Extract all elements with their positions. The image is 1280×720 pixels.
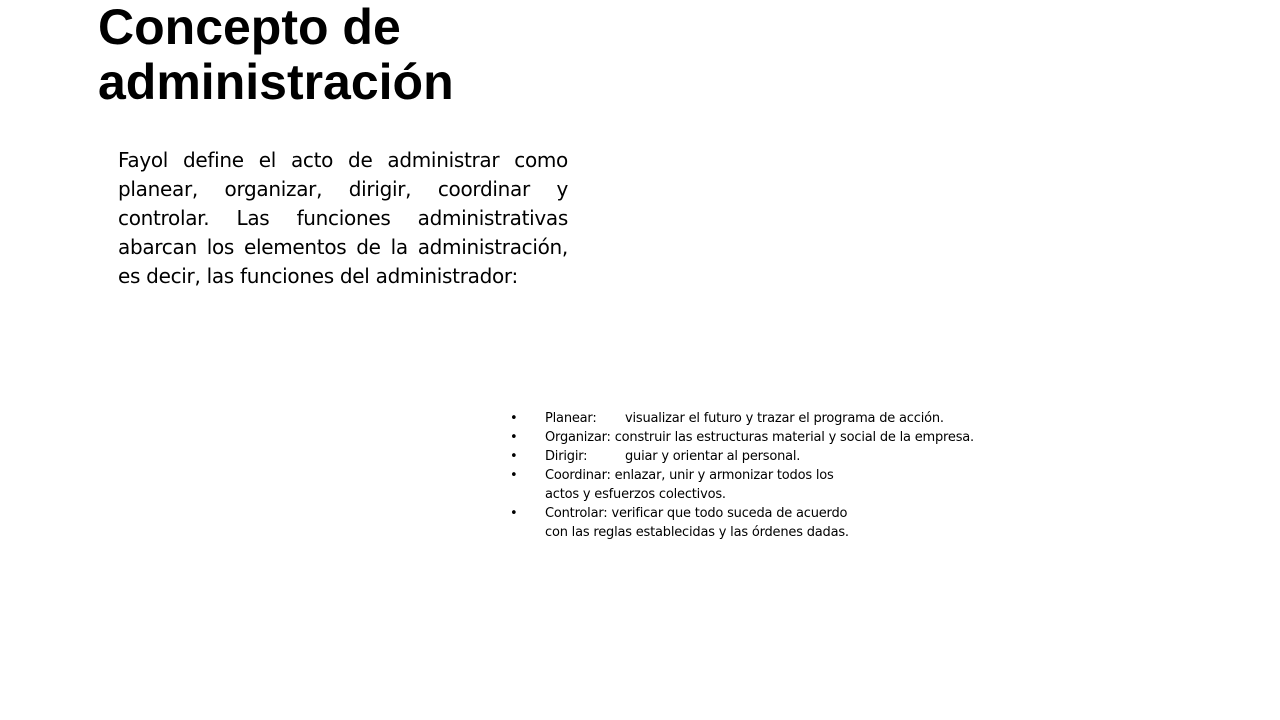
bullet-glyph: • [510,468,518,483]
function-term: Organizar: [545,430,611,445]
function-term: Dirigir: [545,449,588,464]
function-description: verificar que todo suceda de acuerdo [611,506,848,521]
bullet-glyph: • [510,411,518,426]
function-term: Coordinar: [545,468,611,483]
function-description: visualizar el futuro y trazar el programa de acción. [625,411,944,426]
function-term: Planear: [545,411,597,426]
function-item-dirigir [510,447,1070,466]
function-item-organizar [510,428,1070,447]
function-description: guiar y orientar al personal. [625,449,801,464]
slide-title-line-2: administración [98,54,454,110]
slide-title [98,0,798,110]
function-item-planear [510,409,1070,428]
function-description: enlazar, unir y armonizar todos los [614,468,834,483]
function-term: Controlar: [545,506,608,521]
bullet-glyph: • [510,449,518,464]
function-description-continuation: con las reglas establecidas y las órdenes dadas. [545,525,849,540]
functions-list [510,409,1070,542]
slide-title-line-1: Concepto de [98,0,401,55]
function-item-controlar [510,504,1070,542]
bullet-glyph: • [510,430,518,445]
intro-paragraph: Fayol define el acto de administrar como planear, organizar, dirigir, coordinar y controlar. Las funciones administrativas abarcan los elementos de la administración, es decir, las funciones del administrador: [118,148,568,288]
function-description: construir las estructuras material y social de la empresa. [614,430,974,445]
function-item-coordinar [510,466,1070,504]
function-description-continuation: actos y esfuerzos colectivos. [545,487,726,502]
bullet-glyph: • [510,506,518,521]
